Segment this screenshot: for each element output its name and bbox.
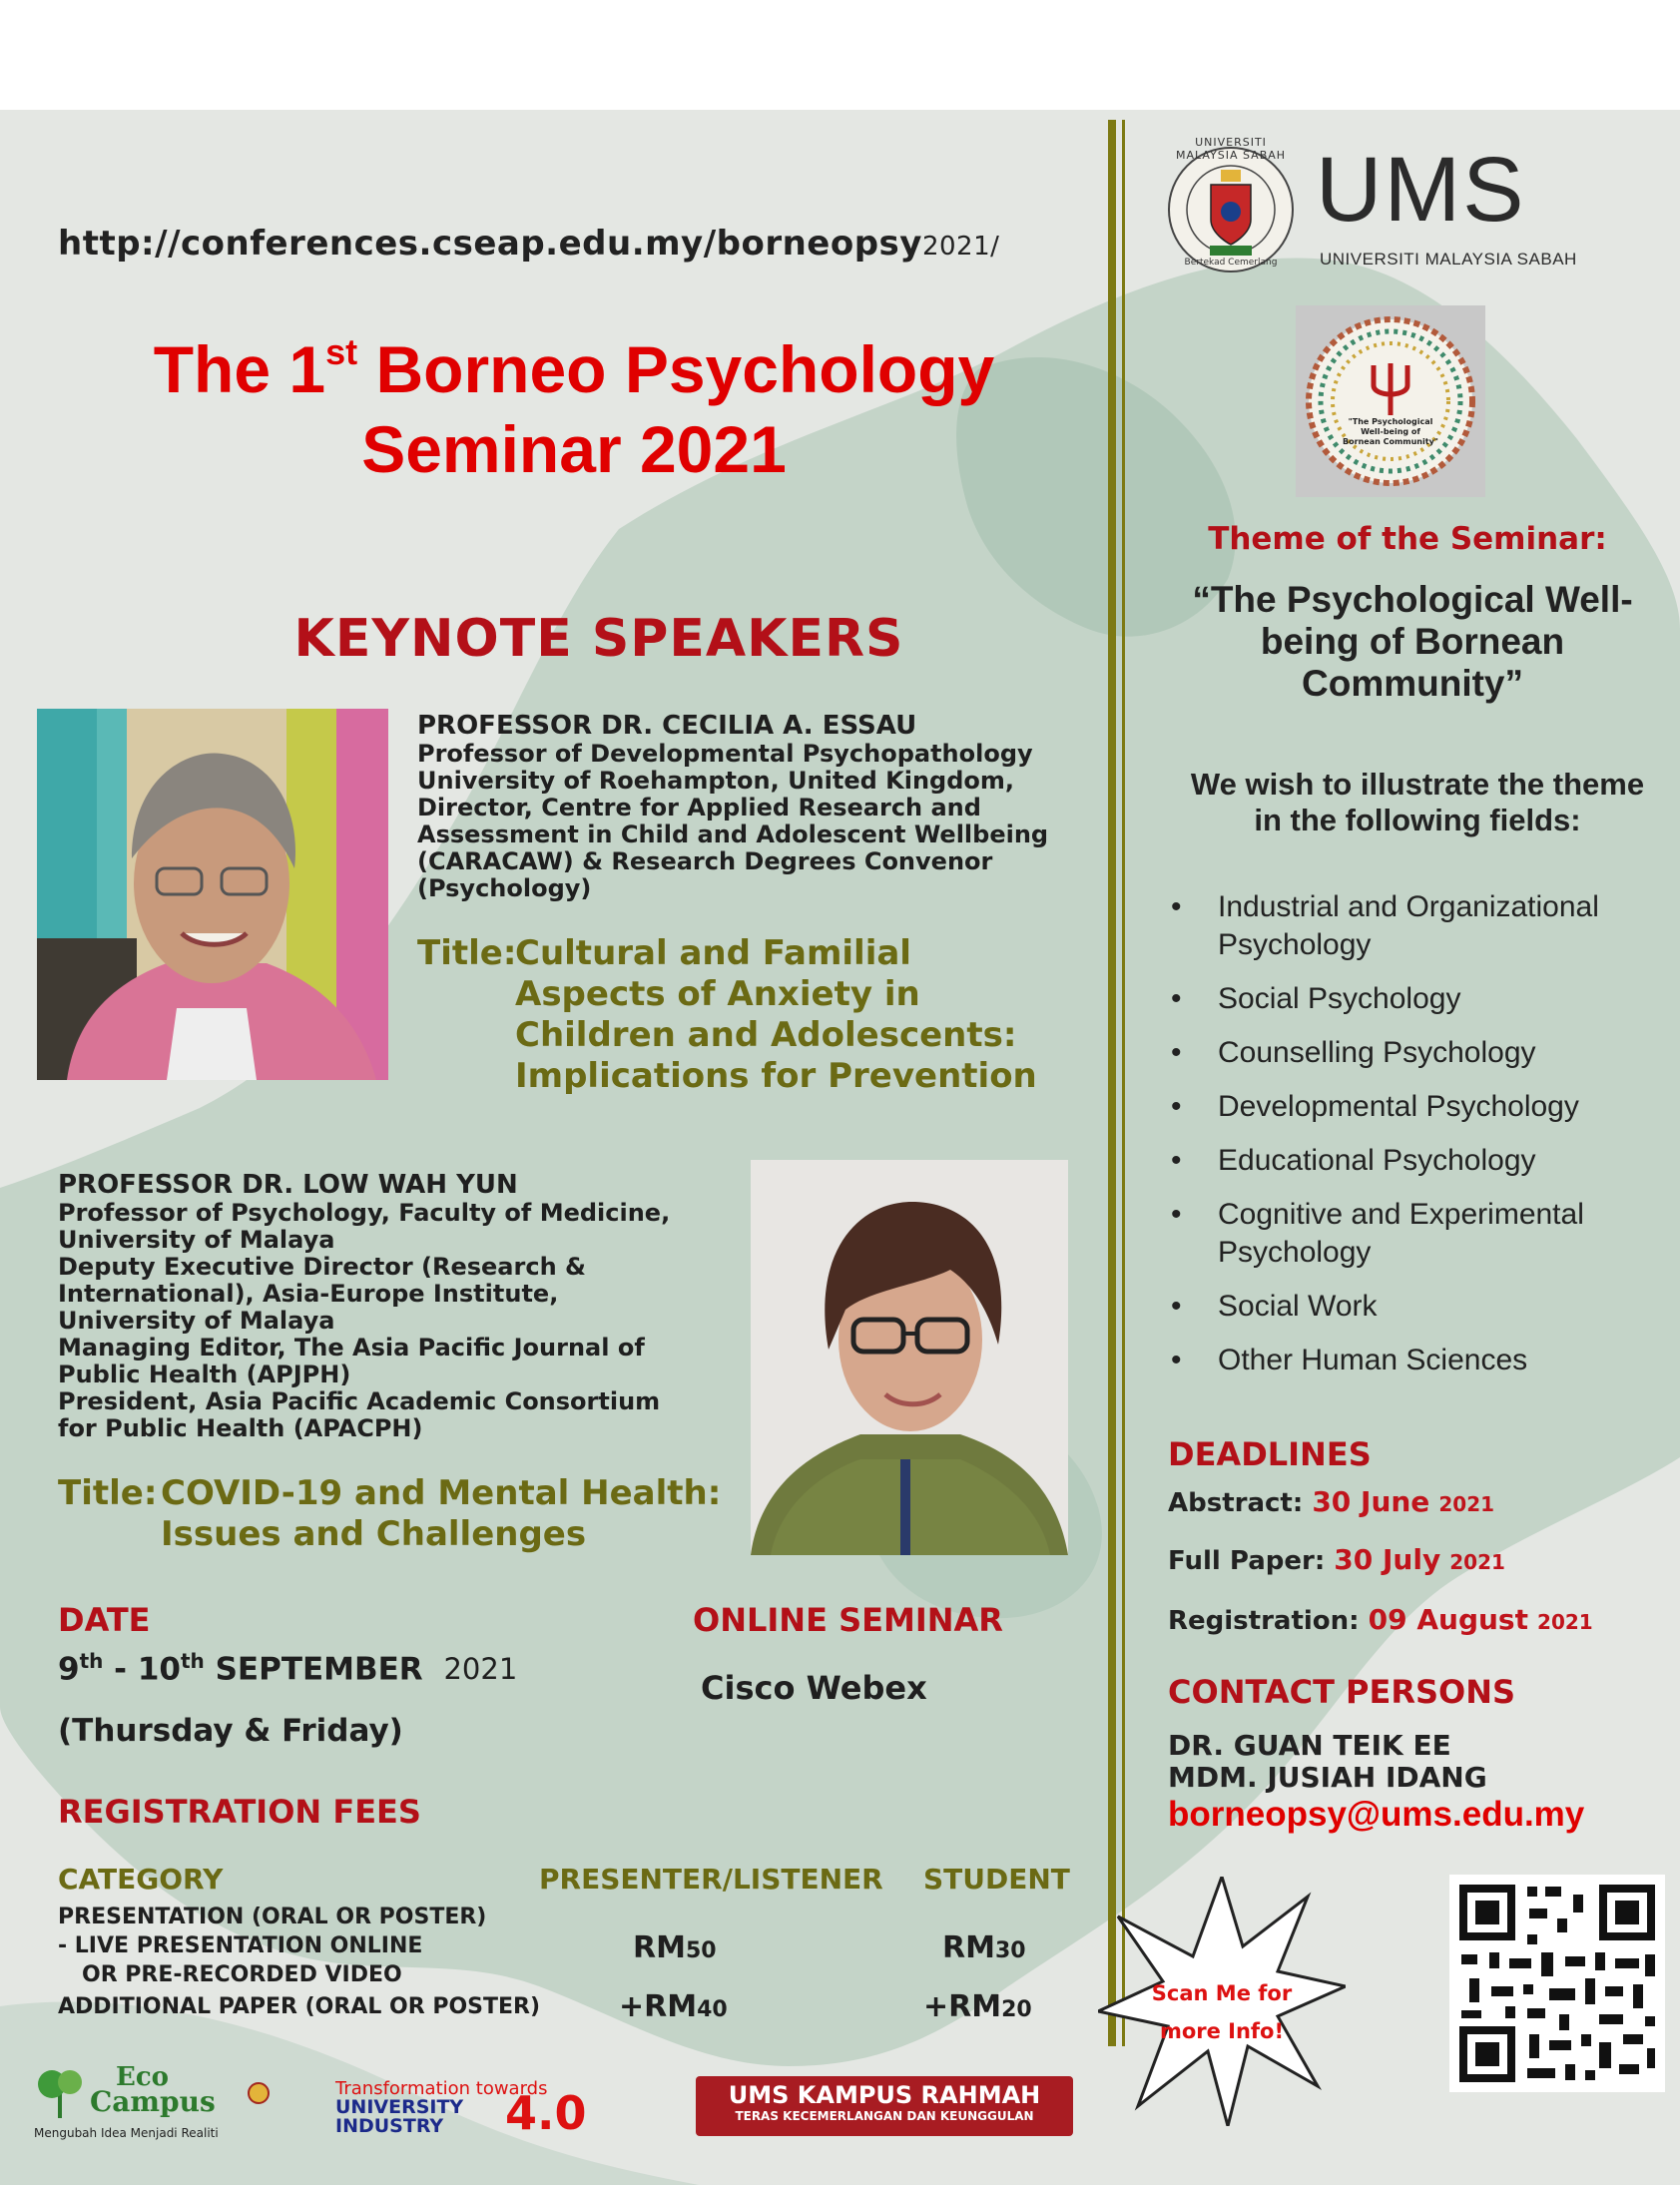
conference-url[interactable] [58, 224, 999, 264]
fees-row2: ADDITIONAL PAPER (ORAL OR POSTER) [58, 1994, 541, 2019]
fee-currency: +RM [923, 1989, 1002, 2024]
online-heading: ONLINE SEMINAR [693, 1601, 1003, 1639]
speaker2-photo [751, 1160, 1068, 1555]
field-label: Developmental Psychology [1218, 1090, 1579, 1123]
ir-number: 4.0 [505, 2086, 587, 2140]
deadlines-heading: DEADLINES [1168, 1435, 1372, 1473]
deadline-date: 09 August [1368, 1603, 1528, 1636]
fee-currency: RM [633, 1930, 686, 1965]
speaker2-line: Public Health (APJPH) [58, 1361, 351, 1388]
eco-text: Eco [116, 2062, 169, 2092]
theme-logo [1296, 305, 1485, 497]
speaker2-title-label: Title: [58, 1473, 158, 1513]
field-item: • Educational Psychology [1171, 1144, 1536, 1177]
speaker2-line: University of Malaya [58, 1307, 335, 1335]
industry-4-logo [335, 2078, 615, 2138]
fee-currency: +RM [619, 1989, 698, 2024]
eco-campus-logo [30, 2064, 270, 2144]
deadline-label: Full Paper: [1168, 1546, 1326, 1576]
online-platform: Cisco Webex [701, 1669, 927, 1707]
date-day2: - 10 [103, 1651, 181, 1688]
deadline-label: Abstract: [1168, 1488, 1304, 1518]
ums-wordmark: UMS [1316, 139, 1526, 241]
speaker1-photo [37, 709, 388, 1080]
speaker2-title-line: Issues and Challenges [161, 1514, 587, 1554]
speaker1-line: University of Roehampton, United Kingdom, [417, 767, 1015, 795]
speaker2-title-line: COVID-19 and Mental Health: [161, 1473, 722, 1513]
speaker1-title-line: Children and Adolescents: [515, 1015, 1017, 1055]
contact-heading: CONTACT PERSONS [1168, 1673, 1516, 1711]
contact-names [1168, 1730, 1487, 1794]
fee-presenter-1 [633, 1930, 717, 1965]
ums-fullname: UNIVERSITI MALAYSIA SABAH [1320, 250, 1577, 269]
speaker2-line: Managing Editor, The Asia Pacific Journal of [58, 1334, 645, 1362]
speaker1-line: (CARACAW) & Research Degrees Convenor [417, 847, 993, 875]
title-prefix: The 1 [153, 332, 326, 406]
deadline-date: 30 June [1312, 1485, 1430, 1518]
date-heading: DATE [58, 1601, 151, 1639]
fees-col-category: CATEGORY [58, 1863, 224, 1896]
fee-student-2 [923, 1989, 1032, 2024]
url-main-text: http://conferences.cseap.edu.my/borneopsy [58, 224, 922, 264]
field-label: Social Work [1218, 1290, 1378, 1323]
qr-code-icon [1449, 1875, 1665, 2092]
field-item: • Other Human Sciences [1171, 1344, 1528, 1376]
date-day1-sup: th [79, 1649, 104, 1673]
fields-intro: We wish to illustrate the theme in the following fields: [1190, 767, 1645, 837]
deadline-paper [1168, 1543, 1505, 1576]
date-days: (Thursday & Friday) [58, 1713, 403, 1749]
fields-list [1163, 888, 1680, 1395]
field-label: Counselling Psychology [1218, 1036, 1536, 1069]
qr-code[interactable] [1449, 1875, 1665, 2092]
seal-motto: Bertekad Cemerlang [1184, 258, 1278, 268]
deadline-year: 2021 [1438, 1492, 1495, 1516]
fees-col-student: STUDENT [923, 1863, 1070, 1896]
theme-text: “The Psychological Well-being of Bornean Community” [1192, 579, 1633, 704]
theme-heading: Theme of the Seminar: [1208, 521, 1607, 557]
fee-currency: RM [942, 1930, 995, 1965]
url-year-text: 2021/ [921, 232, 1000, 262]
date-value [58, 1649, 517, 1687]
psi-logo-icon [1296, 305, 1485, 497]
speaker1-line: Director, Centre for Applied Research and [417, 794, 981, 821]
kampus-rahmah-banner [696, 2076, 1073, 2136]
eco-tagline: Mengubah Idea Menjadi Realiti [34, 2126, 219, 2140]
field-item: • Industrial and Organizational Psychology [1171, 890, 1599, 961]
speaker2-talk-title [58, 1473, 757, 1555]
date-year: 2021 [443, 1652, 518, 1687]
event-title [30, 329, 1118, 489]
seal-ring-text: UNIVERSITI MALAYSIA SABAH [1175, 136, 1287, 162]
fees-row1-line: OR PRE-RECORDED VIDEO [82, 1962, 402, 1987]
speaker1-title-line: Implications for Prevention [515, 1056, 1037, 1096]
date-month: SEPTEMBER [204, 1651, 423, 1688]
ir-industry-text: INDUSTRY [335, 2115, 444, 2137]
title-line2: Seminar 2021 [361, 412, 787, 486]
fees-col-presenter: PRESENTER/LISTENER [539, 1863, 883, 1896]
speaker2-name: PROFESSOR DR. LOW WAH YUN [58, 1170, 518, 1200]
fees-row1 [58, 1903, 486, 1989]
deadline-label: Registration: [1168, 1606, 1360, 1636]
eco-tree-icon [30, 2064, 90, 2120]
title-rest: Borneo Psychology [357, 332, 995, 406]
fee-presenter-2 [619, 1989, 728, 2024]
rahmah-subtitle: TERAS KECEMERLANGAN DAN KEUNGGULAN [735, 2109, 1034, 2123]
field-item: • Social Work [1171, 1290, 1378, 1323]
fees-heading: REGISTRATION FEES [58, 1793, 421, 1831]
fee-student-1 [942, 1930, 1026, 1965]
small-seal-icon [248, 2082, 270, 2104]
campus-text: Campus [90, 2085, 216, 2118]
rahmah-title: UMS KAMPUS RAHMAH [728, 2081, 1041, 2109]
column-divider-thin [1122, 120, 1125, 2046]
speaker1-info [417, 711, 1116, 902]
speaker2-line: President, Asia Pacific Academic Consortium [58, 1387, 661, 1415]
theme-logo-text: "The Psychological Well-being of Bornean Community" [1343, 417, 1438, 446]
field-item: • Developmental Psychology [1171, 1090, 1579, 1123]
scan-line-1: Scan Me for [1151, 1981, 1293, 2005]
speaker2-line: University of Malaya [58, 1226, 335, 1254]
deadline-abstract [1168, 1485, 1494, 1518]
scan-line-2: more Info! [1159, 2019, 1285, 2043]
speaker1-talk-title [417, 933, 1116, 1097]
speaker2-line: Deputy Executive Director (Research & [58, 1253, 586, 1281]
date-day2-sup: th [180, 1649, 205, 1673]
fee-amount: 20 [1001, 1997, 1032, 2022]
field-item: • Counselling Psychology [1171, 1036, 1536, 1069]
field-label: Other Human Sciences [1218, 1344, 1528, 1376]
speaker1-title-label: Title: [417, 933, 517, 973]
contact-email[interactable]: borneopsy@ums.edu.my [1168, 1795, 1585, 1834]
fee-amount: 50 [685, 1938, 717, 1963]
fee-amount: 40 [697, 1997, 728, 2022]
speaker2-line: International), Asia-Europe Institute, [58, 1280, 559, 1308]
keynote-heading: KEYNOTE SPEAKERS [293, 609, 904, 669]
speaker1-line: Professor of Developmental Psychopathology [417, 740, 1033, 768]
speaker2-line: for Public Health (APACPH) [58, 1414, 423, 1442]
deadline-year: 2021 [1449, 1550, 1505, 1574]
deadline-registration [1168, 1603, 1593, 1636]
speaker1-line: (Psychology) [417, 874, 592, 902]
field-item: • Social Psychology [1171, 982, 1461, 1015]
speaker1-title-line: Cultural and Familial [515, 933, 911, 973]
fees-row1-line: - LIVE PRESENTATION ONLINE [58, 1933, 423, 1958]
field-label: Educational Psychology [1218, 1144, 1536, 1177]
fee-amount: 30 [994, 1938, 1026, 1963]
contact-person-1: DR. GUAN TEIK EE [1168, 1729, 1451, 1762]
field-item: • Cognitive and Experimental Psychology [1171, 1198, 1584, 1269]
field-label: Cognitive and Experimental Psychology [1218, 1198, 1584, 1269]
speaker2-line: Professor of Psychology, Faculty of Medicine, [58, 1199, 671, 1227]
field-label: Industrial and Organizational Psychology [1218, 890, 1599, 961]
speaker2-info [58, 1170, 737, 1442]
ir-university-text: UNIVERSITY [335, 2096, 464, 2118]
field-label: Social Psychology [1218, 982, 1461, 1015]
deadline-year: 2021 [1537, 1610, 1593, 1634]
fees-row1-line: PRESENTATION (ORAL OR POSTER) [58, 1905, 487, 1929]
speaker1-line: Assessment in Child and Adolescent Wellbeing [417, 820, 1049, 848]
date-day1: 9 [58, 1651, 80, 1688]
speaker1-title-line: Aspects of Anxiety in [515, 974, 920, 1014]
deadline-date: 30 July [1334, 1543, 1441, 1576]
scan-me-starburst [1098, 1877, 1346, 2126]
column-divider [1108, 120, 1116, 2046]
ir-top-text: Transformation towards [335, 2078, 548, 2099]
speaker1-name: PROFESSOR DR. CECILIA A. ESSAU [417, 711, 917, 741]
contact-person-2: MDM. JUSIAH IDANG [1168, 1761, 1487, 1794]
ums-seal-logo [1166, 136, 1296, 279]
scan-me-text [1098, 1974, 1346, 2050]
title-superscript: st [325, 331, 358, 372]
